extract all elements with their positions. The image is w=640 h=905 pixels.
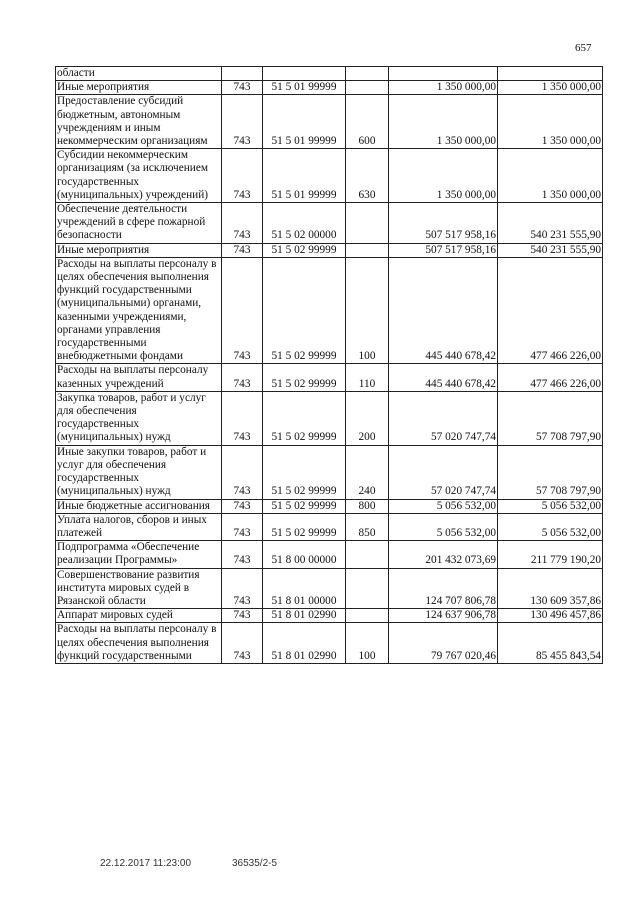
- row-name-cell: Закупка товаров, работ и услуг для обеспечения государственных (муниципальных) нужд: [56, 391, 222, 445]
- row-expense-type-cell: 110: [346, 364, 389, 391]
- table-row: [56, 364, 603, 391]
- row-expense-type-cell: [346, 203, 389, 244]
- row-expense-type-cell: [346, 243, 389, 257]
- row-name-cell: Расходы на выплаты персоналу казенных учреждений: [56, 364, 222, 391]
- row-amount-year1-cell: 57 020 747,74: [389, 391, 498, 445]
- row-name-cell: Иные мероприятия: [56, 243, 222, 257]
- row-target-article-cell: 51 8 01 02990: [263, 623, 346, 664]
- row-amount-year2-cell: 1 350 000,00: [498, 149, 603, 203]
- row-amount-year2-cell: 540 231 555,90: [498, 203, 603, 244]
- row-target-article-cell: 51 5 02 99999: [263, 499, 346, 513]
- table-row: [56, 81, 603, 95]
- row-department-code-cell: 743: [222, 95, 263, 149]
- row-amount-year1-cell: 1 350 000,00: [389, 149, 498, 203]
- row-target-article-cell: 51 5 02 99999: [263, 257, 346, 364]
- table-row: [56, 609, 603, 623]
- row-amount-year1-cell: 201 432 073,69: [389, 541, 498, 568]
- row-expense-type-cell: 100: [346, 257, 389, 364]
- row-target-article-cell: 51 5 01 99999: [263, 149, 346, 203]
- row-name-cell: Предоставление субсидий бюджетным, автономным учреждениям и иным некоммерческим организациям: [56, 95, 222, 149]
- row-amount-year1-cell: 5 056 532,00: [389, 513, 498, 540]
- row-amount-year1-cell: 507 517 958,16: [389, 203, 498, 244]
- row-target-article-cell: 51 8 00 00000: [263, 541, 346, 568]
- row-expense-type-cell: 100: [346, 623, 389, 664]
- row-amount-year1-cell: 79 767 020,46: [389, 623, 498, 664]
- row-target-article-cell: 51 5 02 99999: [263, 243, 346, 257]
- row-target-article-cell: [263, 67, 346, 81]
- row-name-cell: Уплата налогов, сборов и иных платежей: [56, 513, 222, 540]
- row-amount-year2-cell: 540 231 555,90: [498, 243, 603, 257]
- table-row: [56, 391, 603, 445]
- row-target-article-cell: 51 5 01 99999: [263, 81, 346, 95]
- row-name-cell: Обеспечение деятельности учреждений в сфере пожарной безопасности: [56, 203, 222, 244]
- row-name-cell: Иные мероприятия: [56, 81, 222, 95]
- row-target-article-cell: 51 8 01 00000: [263, 568, 346, 609]
- table-row: [56, 95, 603, 149]
- footer-document-code: 36535/2-5: [232, 858, 278, 869]
- row-name-cell: Субсидии некоммерческим организациям (за исключением государственных (муниципальных) учреждений): [56, 149, 222, 203]
- table-row: [56, 541, 603, 568]
- row-department-code-cell: 743: [222, 499, 263, 513]
- row-target-article-cell: 51 5 02 99999: [263, 364, 346, 391]
- table-row: [56, 149, 603, 203]
- row-amount-year2-cell: 5 056 532,00: [498, 513, 603, 540]
- table-row: [56, 243, 603, 257]
- row-name-cell: Расходы на выплаты персоналу в целях обеспечения выполнения функций государственными (муниципальными) органами, казенными учреждениями, органами управления государственными внебюджетными фондами: [56, 257, 222, 364]
- row-amount-year1-cell: 124 637 906,78: [389, 609, 498, 623]
- row-target-article-cell: 51 5 01 99999: [263, 95, 346, 149]
- table-row: [56, 203, 603, 244]
- row-department-code-cell: 743: [222, 364, 263, 391]
- row-amount-year2-cell: 130 609 357,86: [498, 568, 603, 609]
- row-amount-year1-cell: 1 350 000,00: [389, 95, 498, 149]
- budget-table-body: [56, 67, 603, 664]
- row-department-code-cell: [222, 67, 263, 81]
- row-expense-type-cell: 240: [346, 445, 389, 499]
- row-expense-type-cell: [346, 609, 389, 623]
- row-name-cell: области: [56, 67, 222, 81]
- table-row: [56, 445, 603, 499]
- row-department-code-cell: 743: [222, 391, 263, 445]
- page-number: 657: [575, 42, 592, 54]
- table-row: [56, 499, 603, 513]
- row-amount-year2-cell: 477 466 226,00: [498, 257, 603, 364]
- row-amount-year2-cell: 477 466 226,00: [498, 364, 603, 391]
- row-department-code-cell: 743: [222, 568, 263, 609]
- budget-table: [55, 66, 603, 664]
- row-amount-year2-cell: 57 708 797,90: [498, 391, 603, 445]
- row-amount-year2-cell: 57 708 797,90: [498, 445, 603, 499]
- table-row: [56, 513, 603, 540]
- row-amount-year2-cell: 130 496 457,86: [498, 609, 603, 623]
- row-amount-year2-cell: [498, 67, 603, 81]
- row-name-cell: Иные бюджетные ассигнования: [56, 499, 222, 513]
- row-amount-year1-cell: 1 350 000,00: [389, 81, 498, 95]
- table-row: [56, 623, 603, 664]
- row-amount-year2-cell: 1 350 000,00: [498, 95, 603, 149]
- table-row: [56, 67, 603, 81]
- row-amount-year1-cell: 445 440 678,42: [389, 257, 498, 364]
- row-name-cell: Подпрограмма «Обеспечение реализации Программы»: [56, 541, 222, 568]
- row-name-cell: Иные закупки товаров, работ и услуг для обеспечения государственных (муниципальных) нужд: [56, 445, 222, 499]
- row-expense-type-cell: [346, 541, 389, 568]
- row-department-code-cell: 743: [222, 257, 263, 364]
- row-expense-type-cell: 200: [346, 391, 389, 445]
- row-target-article-cell: 51 8 01 02990: [263, 609, 346, 623]
- row-expense-type-cell: 850: [346, 513, 389, 540]
- row-target-article-cell: 51 5 02 00000: [263, 203, 346, 244]
- row-name-cell: Расходы на выплаты персоналу в целях обеспечения выполнения функций государственными: [56, 623, 222, 664]
- row-amount-year2-cell: 85 455 843,54: [498, 623, 603, 664]
- row-amount-year1-cell: 5 056 532,00: [389, 499, 498, 513]
- row-name-cell: Совершенствование развития института мировых судей в Рязанской области: [56, 568, 222, 609]
- table-row: [56, 257, 603, 364]
- row-expense-type-cell: [346, 81, 389, 95]
- row-amount-year2-cell: 1 350 000,00: [498, 81, 603, 95]
- row-department-code-cell: 743: [222, 623, 263, 664]
- row-expense-type-cell: 600: [346, 95, 389, 149]
- row-name-cell: Аппарат мировых судей: [56, 609, 222, 623]
- row-amount-year2-cell: 5 056 532,00: [498, 499, 603, 513]
- row-amount-year1-cell: 507 517 958,16: [389, 243, 498, 257]
- row-department-code-cell: 743: [222, 243, 263, 257]
- row-amount-year2-cell: 211 779 190,20: [498, 541, 603, 568]
- row-amount-year1-cell: 124 707 806,78: [389, 568, 498, 609]
- row-target-article-cell: 51 5 02 99999: [263, 513, 346, 540]
- table-row: [56, 568, 603, 609]
- row-target-article-cell: 51 5 02 99999: [263, 445, 346, 499]
- row-expense-type-cell: 630: [346, 149, 389, 203]
- row-expense-type-cell: [346, 568, 389, 609]
- row-department-code-cell: 743: [222, 203, 263, 244]
- row-amount-year1-cell: [389, 67, 498, 81]
- row-expense-type-cell: [346, 67, 389, 81]
- row-department-code-cell: 743: [222, 513, 263, 540]
- row-department-code-cell: 743: [222, 541, 263, 568]
- row-department-code-cell: 743: [222, 445, 263, 499]
- row-amount-year1-cell: 57 020 747,74: [389, 445, 498, 499]
- row-department-code-cell: 743: [222, 81, 263, 95]
- row-expense-type-cell: 800: [346, 499, 389, 513]
- row-target-article-cell: 51 5 02 99999: [263, 391, 346, 445]
- row-amount-year1-cell: 445 440 678,42: [389, 364, 498, 391]
- row-department-code-cell: 743: [222, 609, 263, 623]
- row-department-code-cell: 743: [222, 149, 263, 203]
- footer-datetime: 22.12.2017 11:23:00: [100, 858, 192, 869]
